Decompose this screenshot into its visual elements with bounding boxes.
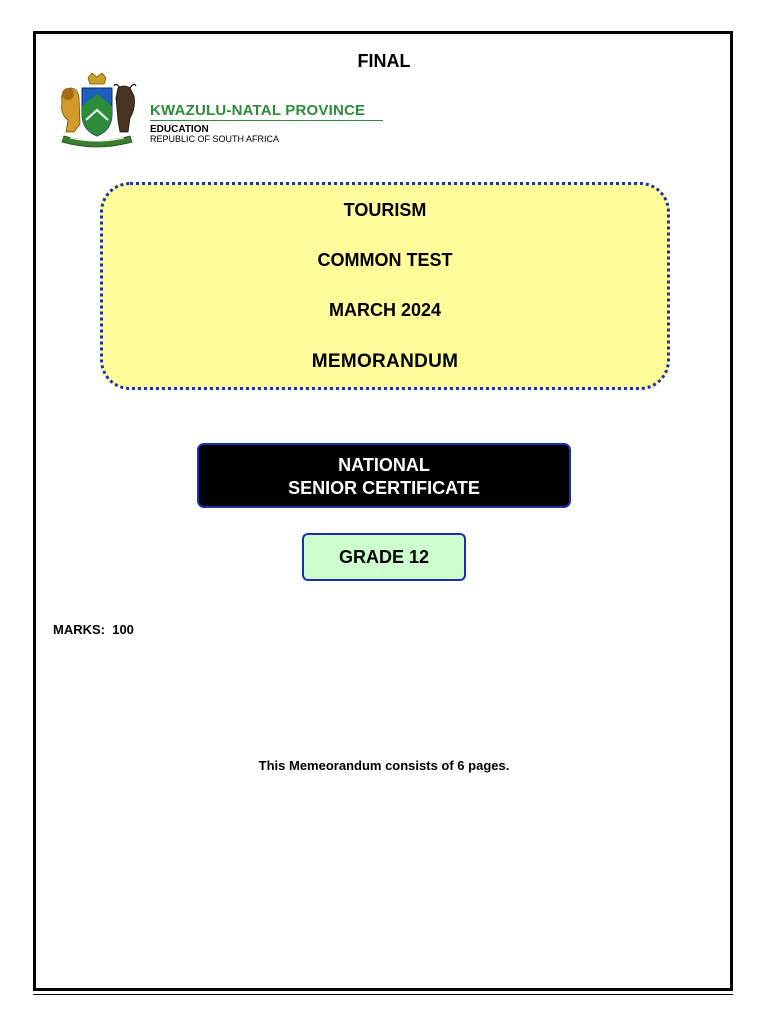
test-type: COMMON TEST xyxy=(317,250,453,270)
province-name: KWAZULU-NATAL PROVINCE xyxy=(150,102,366,119)
document-type: MEMORANDUM xyxy=(311,351,459,372)
certificate-line-1: NATIONAL xyxy=(338,455,430,475)
country-name: REPUBLIC OF SOUTH AFRICA xyxy=(150,134,280,144)
page-border xyxy=(33,31,733,991)
page-count-note: This Memeorandum consists of 6 pages. xyxy=(258,758,510,773)
final-label: FINAL xyxy=(357,51,411,71)
marks-total: MARKS: 100 xyxy=(53,622,134,637)
province-divider xyxy=(150,120,383,121)
grade-badge: GRADE 12 xyxy=(302,533,466,581)
bottom-rule xyxy=(33,994,733,995)
subject-title: TOURISM xyxy=(343,200,427,220)
department-name: EDUCATION xyxy=(150,124,209,135)
certificate-line-2: SENIOR CERTIFICATE xyxy=(288,478,480,498)
coat-of-arms-icon xyxy=(52,72,142,150)
test-date: MARCH 2024 xyxy=(328,300,442,320)
certificate-box xyxy=(197,443,571,508)
